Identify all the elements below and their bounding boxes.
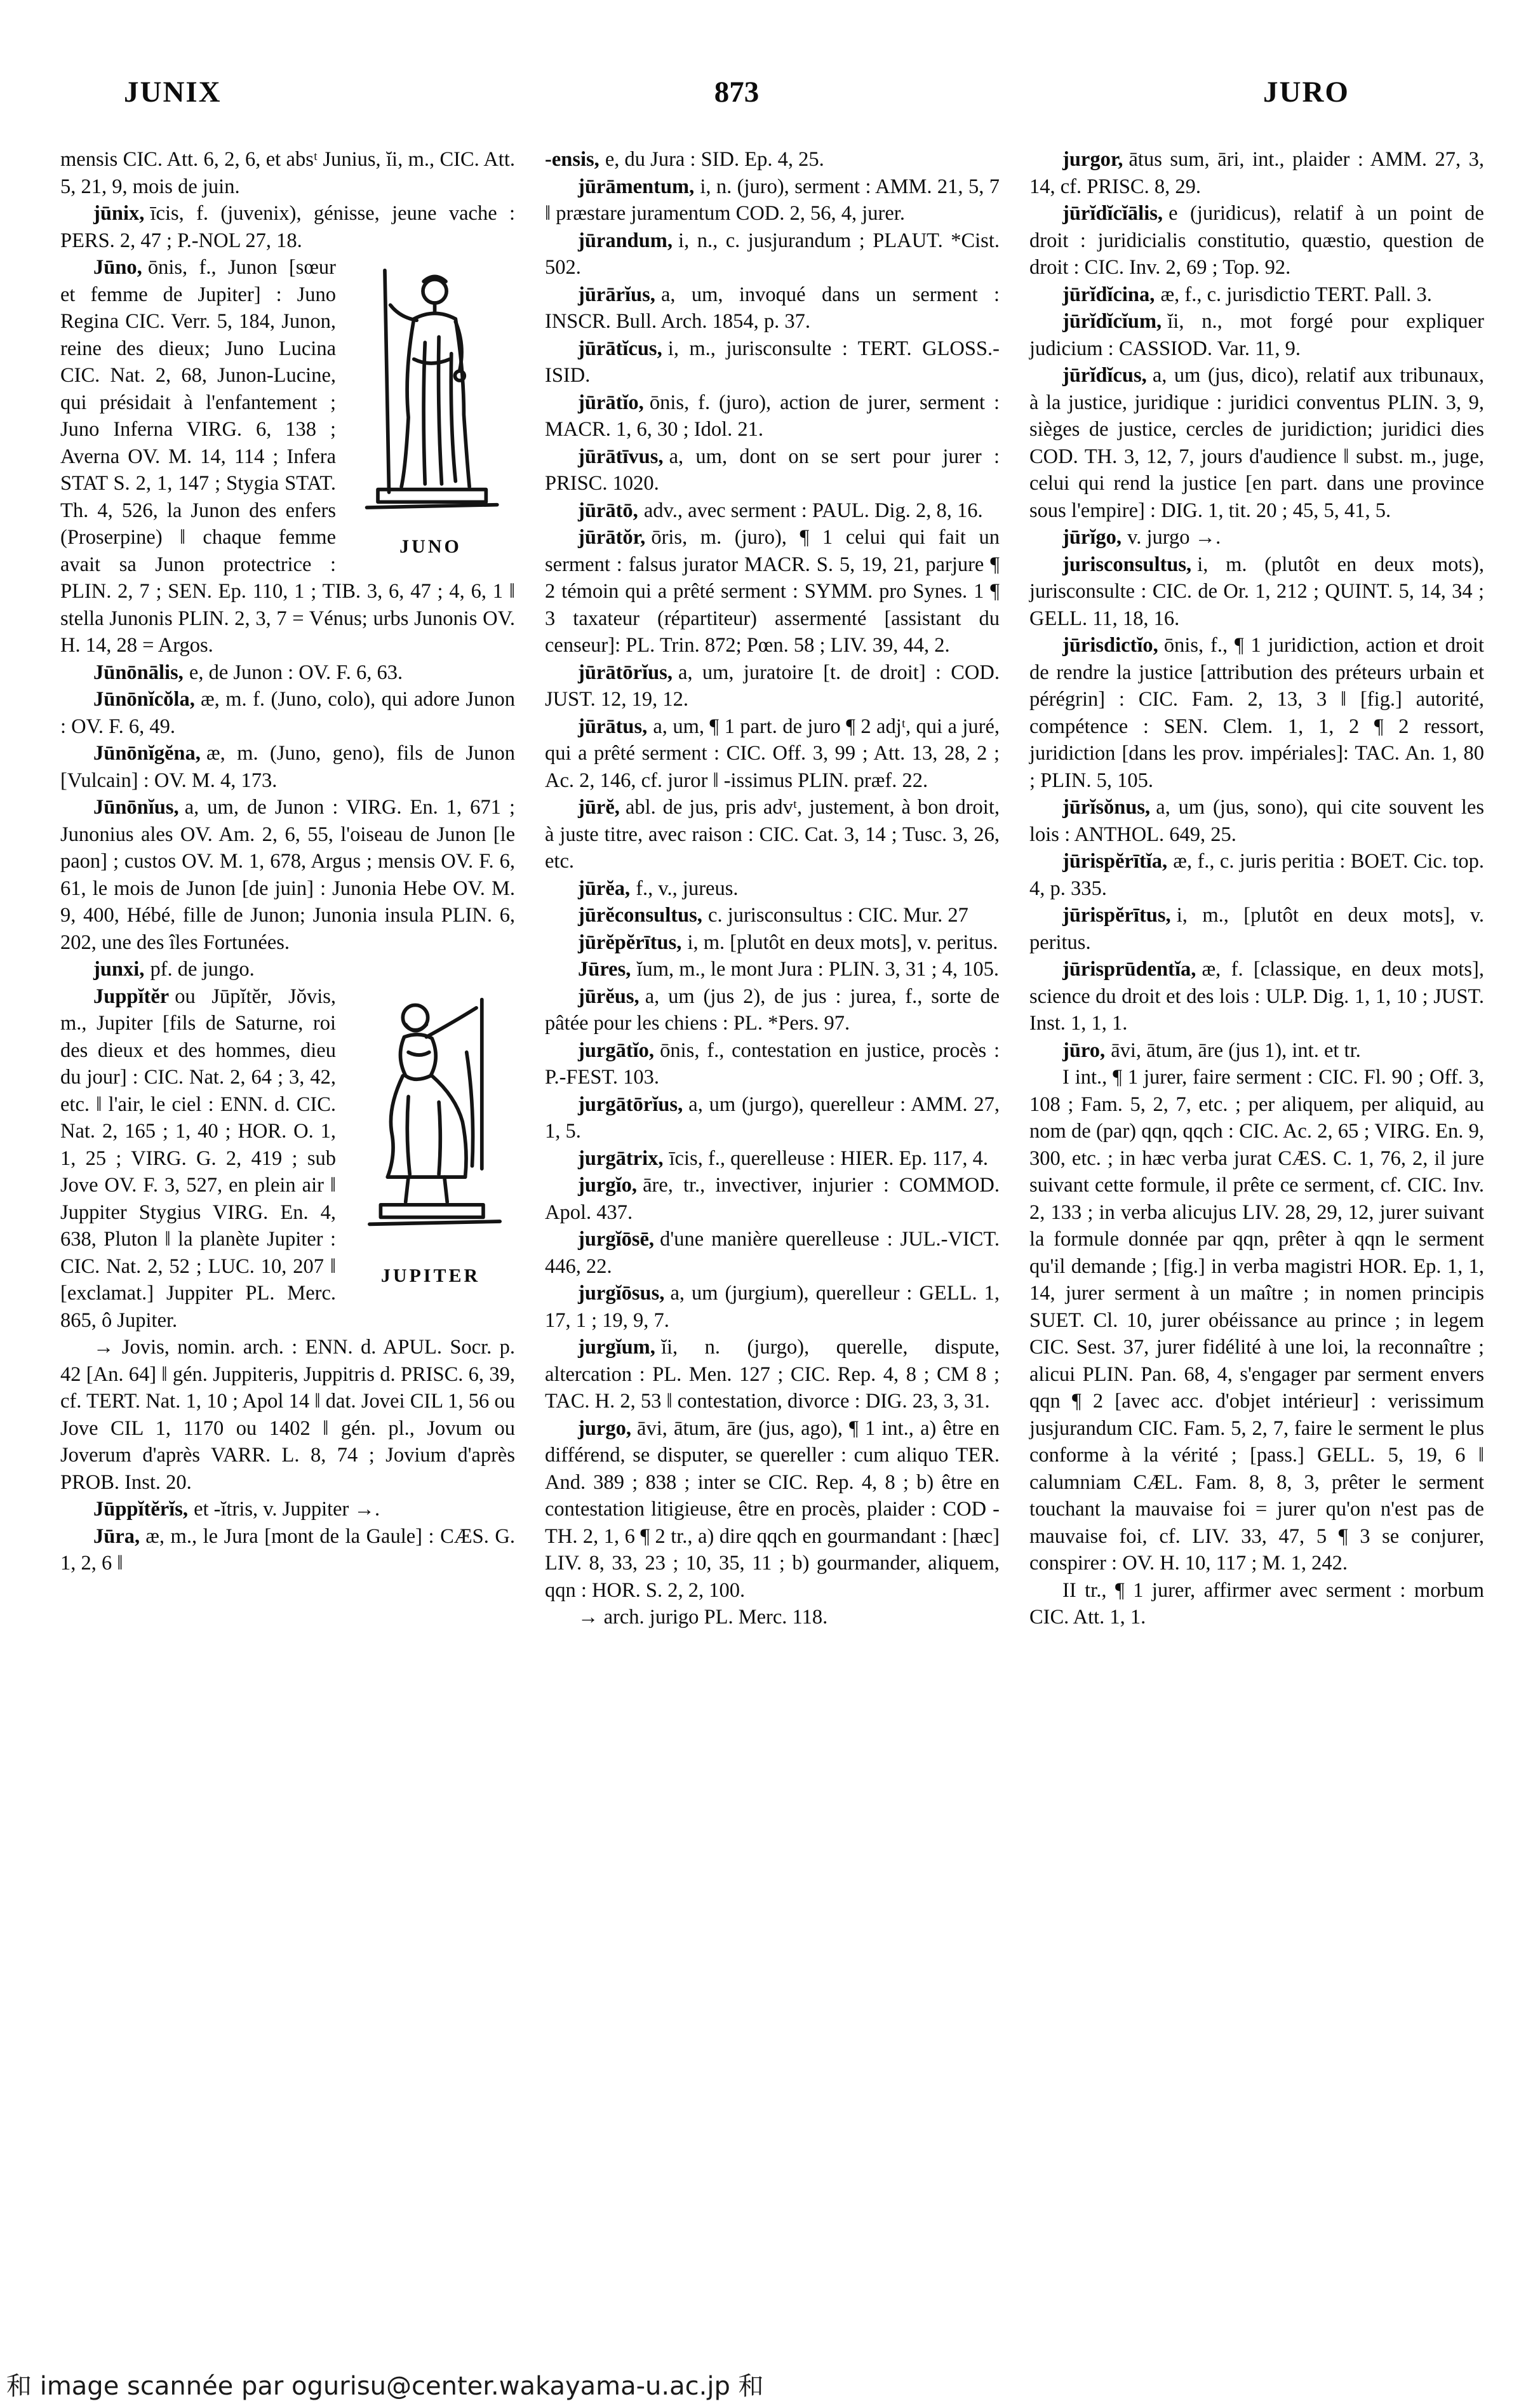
dictionary-entry [60,983,515,1334]
entry-paragraph [60,200,515,254]
entry-paragraph [545,929,1000,957]
entry-text: ātus sum, āri, int., plaider : AMM. 27, 3, 14, cf. PRISC. 8, 29. [1029,148,1484,198]
entry-headword: jūrispĕrītus, [1062,904,1171,927]
entry-text: a, um (jus, sono), qui cite souvent les lois : ANTHOL. 649, 25. [1029,796,1484,846]
entry-text: a, um, juratoire [t. de droit] : COD. JUST. 12, 19, 12. [545,661,1000,711]
entry-paragraph [1029,794,1484,848]
entry-headword: jūrātōrĭus, [578,661,673,684]
entry-paragraph [1029,1577,1484,1631]
engraving-illustration [347,990,514,1256]
entry-paragraph [545,389,1000,443]
entry-text: I int., ¶ 1 jurer, faire serment : CIC. Fl. 90 ; Off. 3, 108 ; Fam. 5, 2, 7, etc. ; per aliquem, per aliquid, au nom de (par) qqn, qqch : CIC. Ac. 2, 65 ; VIRG. En. 9, 300, etc. ; in hæc verba jurat CÆS. C. 1, 76, 2, il jure suivant cette formule, il prête ce serment, cf. CIC. Inv. 2, 133 ; in verba alicujus LIV. 28, 29, 12, jurer suivant la formule donnée par qqn, prêter à qqn le serment qu'il demande ; [fig.] in verba magistri HOR. Ep. 1, 1, 14, jurer serment à un maître ; in nomen principis SUET. Cl. 10, jurer obéissance au prince ; in legem CIC. Sest. 37, jurer fidélité à une loi, la reconnaître ; alicui PLIN. Pan. 68, 4, s'engager par serment envers qqn ¶ 2 [avec acc. d'objet intérieur] : verissimum jusjurandum CIC. Fam. 5, 2, 7, faire le serment le plus conforme à la vérité ; [pass.] GELL. 5, 19, 6 ‖ calumniam CÆL. Fam. 8, 8, 3, prêter le serment touchant la mauvaise foi = jurer qu'on n'est pas de mauvaise foi, cf. LIV. 33, 47, 5 ¶ 3 se conjurer, conspirer : OV. H. 10, 117 ; M. 1, 242. [1029,1066,1484,1575]
entry-paragraph [545,659,1000,713]
entry-headword: jūrātĭcus, [578,337,662,360]
entry-text: ĭi, n. (jurgo), querelle, dispute, altercation : PL. Men. 127 ; CIC. Rep. 4, 8 ; CM 8 ; TAC. H. 2, 53 ‖ contestation, divorce : DIG. 23, 3, 31. [545,1336,1000,1413]
entry-headword: jūrĕa, [578,877,631,900]
entry-text: d'une manière querelleuse : JUL.-VICT. 446, 22. [545,1228,1000,1278]
entry-text: īcis, f. (juvenix), génisse, jeune vache : PERS. 2, 47 ; P.-NOL 27, 18. [60,202,515,252]
entry-paragraph [60,1334,515,1496]
entry-paragraph [545,524,1000,659]
entry-headword: jurgor, [1062,148,1123,171]
entry-text: ōris, m. (juro), ¶ 1 celui qui fait un serment : falsus jurator MACR. S. 5, 19, 21, parjure ¶ 2 témoin qui a prêté serment : SYMM. pro Synes. 1 ¶ 3 taxateur (répartiteur) assermenté [assistant du censeur]: PL. Trin. 872; Pœn. 58 ; LIV. 39, 44, 2. [545,526,1000,657]
entry-paragraph [545,227,1000,281]
entry-paragraph [545,713,1000,795]
dictionary-entry [1029,794,1484,848]
dictionary-entry [1029,200,1484,281]
dictionary-entry [60,794,515,956]
entry-paragraph [1029,632,1484,794]
entry-text: ōnis, f., ¶ 1 juridiction, action et droit de rendre la justice [attribution des préteurs urbain et pérégrin] : CIC. Fam. 2, 13, 3 ‖ [fig.] autorité, compétence : SEN. Clem. 1, 1, 2 ¶ 2 ressort, juridiction [dans les prov. impériales]: TAC. An. 1, 80 ; PLIN. 5, 105. [1029,634,1484,792]
dictionary-entry [545,659,1000,713]
entry-headword: jurgĭum, [578,1336,655,1359]
entry-headword: jūro, [1062,1038,1106,1062]
entry-text: et -ĭtris, v. Juppiter →. [194,1498,380,1521]
entry-text: f., v., jureus. [636,877,739,900]
entry-text: æ, f., c. jurisdictio TERT. Pall. 3. [1160,283,1432,306]
entry-headword: jūrĕpĕrītus, [578,931,682,954]
dictionary-entry [545,1415,1000,1604]
entry-headword: Jūnōnĭgĕna, [93,742,201,765]
entry-text: ōnis, f. (juro), action de jurer, serment : MACR. 1, 6, 30 ; Idol. 21. [545,391,1000,441]
dictionary-entry [1029,146,1484,200]
scan-credit: 和 image scannée par ogurisu@center.wakayama-u.ac.jp 和 [6,2372,764,2401]
entry-headword: jūrārĭus, [578,283,655,306]
entry-paragraph [1029,146,1484,200]
dictionary-entry [60,1334,515,1496]
dictionary-entry [60,740,515,794]
column-2 [545,146,1000,1631]
dictionary-entry [545,902,1000,929]
entry-paragraph [545,1226,1000,1280]
entry-text: i, n. (juro), serment : AMM. 21, 5, 7 ‖ præstare juramentum COD. 2, 56, 4, jurer. [545,175,1000,225]
entry-headword: jūrĕ, [578,796,620,819]
entry-headword: jūrĭdĭcĭum, [1062,310,1162,333]
engraving-figure [347,990,514,1290]
entry-headword: jūrātus, [578,715,648,738]
entry-paragraph [545,875,1000,903]
dictionary-entry [545,281,1000,335]
entry-headword: jurgĭo, [578,1174,637,1197]
entry-text: a, um (jus 2), de jus : jurea, f., sorte de pâtée pour les chiens : PL. *Pers. 97. [545,985,1000,1035]
entry-text: āvi, ātum, āre (jus 1), int. et tr. [1111,1038,1361,1062]
entry-headword: -ensis, [545,148,599,171]
entry-paragraph [60,956,515,983]
entry-text: āre, tr., invectiver, injurier : COMMOD. Apol. 437. [545,1174,1000,1224]
entry-headword: jūrĕconsultus, [578,904,702,927]
entry-paragraph [545,1280,1000,1334]
entry-headword: jurgātōrĭus, [578,1092,683,1116]
dictionary-entry [545,794,1000,875]
entry-headword: jurgo, [578,1416,631,1440]
entry-text: æ, m., le Jura [mont de la Gaule] : CÆS. G. 1, 2, 6 ‖ [60,1524,515,1575]
dictionary-entry [545,1226,1000,1280]
entry-text: i, m., jurisconsulte : TERT. GLOSS.-ISID. [545,337,1000,387]
engraving-figure [347,260,514,561]
dictionary-entry [1029,524,1484,551]
entry-text: a, um (jurgo), querelleur : AMM. 27, 1, 5. [545,1092,1000,1143]
entry-headword: jūrātō, [578,499,638,522]
dictionary-entry [60,956,515,983]
entry-text: i, m. [plutôt en deux mots], v. peritus. [687,931,998,954]
entry-text: ou Jūpĭtĕr, Jŏvis, m., Jupiter [fils de Saturne, roi des dieux et des hommes, dieu du jour] : CIC. Nat. 2, 64 ; 3, 42, etc. ‖ l'air, le ciel : ENN. d. CIC. Nat. 2, 165 ; 1, 40 ; HOR. O. 1, 1, 25 ; VIRG. G. 2, 419 ; sub Jove OV. F. 3, 527, en plein air ‖ Juppiter Stygius VIRG. En. 4, 638, Pluton ‖ la planète Jupiter : CIC. Nat. 2, 52 ; LUC. 10, 207 ‖ [exclamat.] Juppiter PL. Merc. 865, ô Jupiter. [60,985,336,1332]
entry-text: mensis CIC. Att. 6, 2, 6, et absᵗ Junius, ĭi, m., CIC. Att. 5, 21, 9, mois de juin. [60,148,515,198]
text-columns [0,109,1540,1631]
entry-paragraph [1029,1037,1484,1065]
entry-headword: jūrĭdĭcus, [1062,364,1147,387]
entry-paragraph [545,1145,1000,1173]
dictionary-entry [545,983,1000,1037]
entry-headword: jūrātĭo, [578,391,644,414]
entry-text: adv., avec serment : PAUL. Dig. 2, 8, 16. [643,499,983,522]
entry-text: a, um, invoqué dans un serment : INSCR. Bull. Arch. 1854, p. 37. [545,283,1000,333]
entry-text: āvi, ātum, āre (jus, ago), ¶ 1 int., a) être en différend, se disputer, se quereller : cum aliquo TER. And. 389 ; 838 ; inter se CIC. Rep. 4, 8 ; b) être en contestation litigieuse, être en procès, plaider : COD -TH. 2, 1, 6 ¶ 2 tr., a) dire qqch en gourmandant : [hæc] LIV. 8, 33, 23 ; 10, 35, 11 ; b) gourmander, aliquem, qqn : HOR. S. 2, 2, 100. [545,1416,1000,1602]
entry-headword: jurgĭōsē, [578,1228,655,1251]
column-3 [1029,146,1484,1631]
dictionary-entry [545,146,1000,173]
entry-paragraph [545,1172,1000,1226]
entry-headword: jūrĕus, [578,985,639,1008]
entry-headword: jūrĭgo, [1062,526,1122,549]
entry-headword: jurgātĭo, [578,1038,655,1062]
entry-paragraph [1029,1064,1484,1577]
dictionary-entry [545,173,1000,227]
entry-text: c. jurisconsultus : CIC. Mur. 27 [708,904,968,927]
entry-text: i, m. (plutôt en deux mots), jurisconsulte : CIC. de Or. 1, 212 ; QUINT. 5, 14, 34 ; GELL. 11, 18, 16. [1029,553,1484,630]
entry-headword: jūrispĕrītĭa, [1062,850,1168,873]
dictionary-entry [1029,362,1484,524]
entry-paragraph [545,497,1000,525]
running-head-left-keyword: JUNIX [124,76,222,109]
entry-paragraph [60,146,515,200]
dictionary-entry [60,1523,515,1577]
dictionary-entry [1029,632,1484,794]
entry-headword: jūrandum, [578,229,673,252]
dictionary-entry [545,1334,1000,1415]
entry-headword: jūrisprūdentĭa, [1062,958,1196,981]
dictionary-entry [60,146,515,200]
entry-text: abl. de jus, pris advᵗ, justement, à bon droit, à juste titre, avec raison : CIC. Cat. 3, 14 ; Tusc. 3, 26, etc. [545,796,1000,873]
entry-paragraph [545,173,1000,227]
entry-text: a, um, dont on se sert pour jurer : PRISC. 1020. [545,445,1000,495]
entry-headword: Jūnōnĭus, [93,796,179,819]
entry-text: æ, f. [classique, en deux mots], science du droit et des lois : ULP. Dig. 1, 1, 10 ; JUST. Inst. 1, 1, 1. [1029,958,1484,1035]
entry-paragraph [60,794,515,956]
page-number: 873 [714,76,760,109]
entry-text: ōnis, f., contestation en justice, procès : P.-FEST. 103. [545,1038,1000,1089]
dictionary-entry [1029,1577,1484,1631]
entry-headword: jurisconsultus, [1062,553,1192,576]
entry-paragraph [545,902,1000,929]
entry-headword: jūrātŏr, [578,526,646,549]
dictionary-entry [545,1145,1000,1173]
entry-paragraph [545,794,1000,875]
entry-headword: jūrātīvus, [578,445,664,468]
dictionary-entry [60,1496,515,1523]
entry-paragraph [545,1037,1000,1091]
entry-headword: jūrisdictĭo, [1062,634,1158,657]
dictionary-entry [545,1172,1000,1226]
dictionary-entry [545,1280,1000,1334]
engraving-illustration [347,260,514,527]
entry-text: i, n., c. jusjurandum ; PLAUT. *Cist. 502. [545,229,1000,279]
entry-text: pf. de jungo. [150,958,255,981]
dictionary-entry [1029,551,1484,633]
dictionary-entry [60,200,515,254]
entry-text: → arch. jurigo PL. Merc. 118. [578,1606,828,1629]
entry-text: II tr., ¶ 1 jurer, affirmer avec serment : morbum CIC. Att. 1, 1. [1029,1578,1484,1629]
dictionary-entry [545,956,1000,983]
entry-text: a, um (jus, dico), relatif aux tribunaux, à la justice, juridique : juridici conventus PLIN. 3, 9, sièges de justice, cercles de juridiction; juridici dies COD. TH. 3, 12, 7, jours d'audience ‖ subst. m., juge, celui qui rend la justice [en part. dans une province sous l'empire] : DIG. 1, tit. 20 ; 45, 5, 41, 5. [1029,364,1484,522]
entry-paragraph [1029,308,1484,362]
entry-paragraph [545,1091,1000,1145]
entry-text: v. jurgo →. [1127,526,1221,549]
dictionary-entry [60,659,515,687]
column-1 [60,146,515,1631]
entry-headword: Jūnōnĭcŏla, [93,688,195,711]
entry-text: æ, m. (Juno, geno), fils de Junon [Vulcain] : OV. M. 4, 173. [60,742,515,792]
entry-headword: junxi, [93,958,145,981]
entry-text: ĭum, m., le mont Jura : PLIN. 3, 31 ; 4, 105. [636,958,999,981]
entry-headword: Jūnōnālis, [93,661,184,684]
running-head [0,0,1540,109]
dictionary-entry [545,443,1000,497]
dictionary-entry [1029,848,1484,902]
entry-text: → Jovis, nomin. arch. : ENN. d. APUL. Socr. p. 42 [An. 64] ‖ gén. Juppiteris, Juppitris d. PRISC. 6, 39, cf. TERT. Nat. 1, 10 ; Apol 14 ‖ dat. Jovei CIL 1, 56 ou Jove CIL 1, 1170 ou 1402 ‖ gén. pl., Jovum ou Joverum d'après VARR. L. 8, 74 ; Jovium d'après PROB. Inst. 20. [60,1336,515,1494]
dictionary-entry [545,1091,1000,1145]
entry-headword: jurgĭōsus, [578,1282,665,1305]
dictionary-entry [545,929,1000,957]
entry-text: a, um (jurgium), querelleur : GELL. 1, 17, 1 ; 19, 9, 7. [545,1282,1000,1332]
dictionary-entry [545,713,1000,795]
entry-text: e (juridicus), relatif à un point de droit : juridicialis constitutio, quæstio, question de droit : CIC. Inv. 2, 69 ; Top. 92. [1029,202,1484,279]
dictionary-entry [545,227,1000,281]
entry-paragraph [60,686,515,740]
entry-paragraph [60,1523,515,1577]
dictionary-entry [1029,902,1484,956]
entry-text: e, du Jura : SID. Ep. 4, 25. [605,148,824,171]
entry-paragraph [545,146,1000,173]
entry-text: ōnis, f., Junon [sœur et femme de Jupiter] : Juno Regina CIC. Verr. 5, 184, Junon, reine des dieux; Juno Lucina CIC. Nat. 2, 68, Junon-Lucine, qui présidait à l'enfantement ; Juno Inferna VIRG. 6, 138 ; Averna OV. M. 14, 114 ; Infera STAT S. 2, 1, 147 ; Stygia STAT. Th. 4, 526, la Junon des enfers (Proserpine) ‖ chaque femme avait sa Junon protectrice : PLIN. 2, 7 ; SEN. Ep. 110, 1 ; TIB. 3, 6, 47 ; 4, 6, 1 ‖ stella Junonis PLIN. 2, 3, 7 = Vénus; urbs Junonis OV. H. 14, 28 = Argos. [60,256,515,657]
entry-headword: jūrĭsŏnus, [1062,796,1151,819]
figure-caption: JUPITER [380,1265,481,1286]
entry-headword: Juppĭtĕr [93,985,170,1008]
entry-paragraph [545,281,1000,335]
figure-caption: JUNO [399,536,462,557]
dictionary-entry [60,254,515,659]
dictionary-entry [1029,308,1484,362]
dictionary-entry [545,1604,1000,1631]
entry-paragraph [1029,362,1484,524]
entry-paragraph [545,1334,1000,1415]
entry-paragraph [60,1496,515,1523]
dictionary-entry [545,524,1000,659]
dictionary-entry [545,335,1000,389]
entry-headword: Jūra, [93,1524,140,1548]
entry-paragraph [545,1604,1000,1631]
dictionary-entry [1029,1037,1484,1065]
dictionary-entry [1029,281,1484,309]
entry-paragraph [1029,902,1484,956]
dictionary-entry [545,875,1000,903]
entry-text: īcis, f., querelleuse : HIER. Ep. 117, 4. [669,1146,989,1170]
entry-paragraph [545,956,1000,983]
entry-paragraph [1029,281,1484,309]
entry-paragraph [545,335,1000,389]
entry-paragraph [545,443,1000,497]
entry-headword: Jūno, [93,256,142,279]
entry-paragraph [60,659,515,687]
dictionary-entry [545,497,1000,525]
running-head-right-keyword: JURO [1263,76,1349,109]
entry-text: ĭi, n., mot forgé pour expliquer judicium : CASSIOD. Var. 11, 9. [1029,310,1484,360]
entry-paragraph [60,740,515,794]
entry-paragraph [1029,524,1484,551]
entry-paragraph [1029,200,1484,281]
dictionary-entry [1029,956,1484,1037]
dictionary-entry [545,1037,1000,1091]
entry-headword: jūnix, [93,202,145,225]
entry-paragraph [545,983,1000,1037]
entry-text: e, de Junon : OV. F. 6, 63. [189,661,403,684]
entry-headword: Jūres, [578,958,631,981]
dictionary-entry [545,389,1000,443]
dictionary-entry [60,686,515,740]
entry-paragraph [1029,956,1484,1037]
entry-paragraph [1029,848,1484,902]
entry-headword: jūrĭdĭcina, [1062,283,1155,306]
entry-paragraph [1029,551,1484,633]
entry-text: a, um, de Junon : VIRG. En. 1, 671 ; Junonius ales OV. Am. 2, 6, 55, l'oiseau de Junon [le paon] ; custos OV. M. 1, 678, Argus ; mensis OV. F. 6, 61, le mois de Junon [de juin] : Junonia Hebe OV. M. 9, 400, Hébé, fille de Junon; Junonia insula PLIN. 6, 202, une des îles Fortunées. [60,796,515,954]
entry-text: a, um, ¶ 1 part. de juro ¶ 2 adjᵗ, qui a juré, qui a prêté serment : CIC. Off. 3, 99 ; Att. 13, 28, 2 ; Ac. 2, 146, cf. juror ‖ -issimus PLIN. præf. 22. [545,715,1000,792]
entry-headword: Jūppĭtĕrĭs, [93,1498,188,1521]
entry-paragraph [545,1415,1000,1604]
entry-text: æ, m. f. (Juno, colo), qui adore Junon : OV. F. 6, 49. [60,688,515,738]
entry-text: æ, f., c. juris peritia : BOET. Cic. top. 4, p. 335. [1029,850,1484,900]
entry-headword: jūrāmentum, [578,175,695,198]
entry-headword: jūrĭdĭcĭālis, [1062,202,1163,225]
dictionary-entry [1029,1064,1484,1577]
entry-text: i, m., [plutôt en deux mots], v. peritus. [1029,904,1484,954]
entry-headword: jurgātrix, [578,1146,664,1170]
